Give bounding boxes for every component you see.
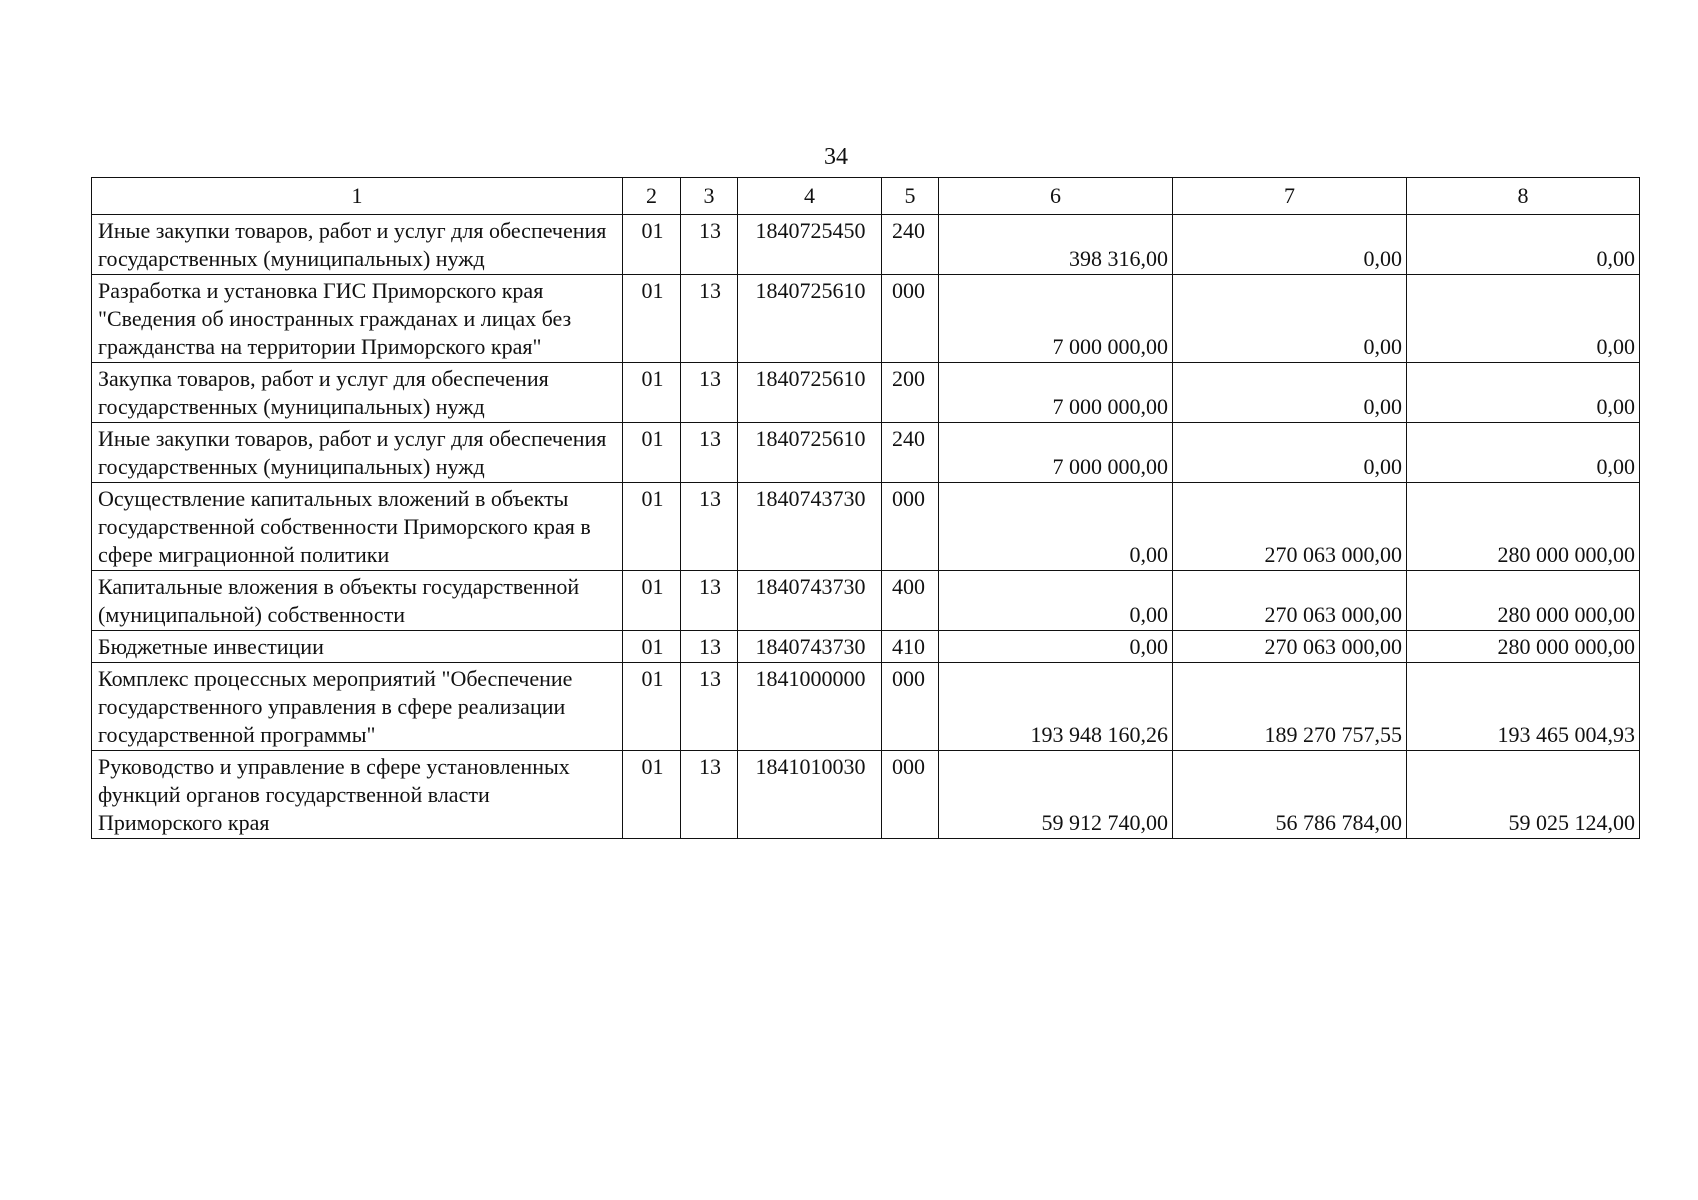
section-code-cell: 01 xyxy=(623,571,681,631)
amount-col8-cell: 0,00 xyxy=(1407,363,1640,423)
subsection-code-cell: 13 xyxy=(681,483,738,571)
amount-col7-cell: 270 063 000,00 xyxy=(1173,571,1407,631)
header-cell: 5 xyxy=(882,178,939,215)
header-cell: 3 xyxy=(681,178,738,215)
amount-col8-cell: 280 000 000,00 xyxy=(1407,483,1640,571)
table-row xyxy=(92,215,1640,275)
target-item-cell: 1840725610 xyxy=(738,423,882,483)
table-row xyxy=(92,663,1640,751)
target-item-cell: 1840743730 xyxy=(738,631,882,663)
amount-col7-cell: 0,00 xyxy=(1173,275,1407,363)
section-code-cell: 01 xyxy=(623,483,681,571)
subsection-code-cell: 13 xyxy=(681,215,738,275)
amount-col7-cell: 270 063 000,00 xyxy=(1173,631,1407,663)
amount-col8-cell: 0,00 xyxy=(1407,215,1640,275)
amount-col6-cell: 7 000 000,00 xyxy=(939,363,1173,423)
target-item-cell: 1840743730 xyxy=(738,571,882,631)
section-code-cell: 01 xyxy=(623,423,681,483)
header-cell: 2 xyxy=(623,178,681,215)
header-cell: 8 xyxy=(1407,178,1640,215)
row-name-cell: Капитальные вложения в объекты государственной (муниципальной) собственности xyxy=(92,571,623,631)
amount-col7-cell: 0,00 xyxy=(1173,423,1407,483)
header-cell: 6 xyxy=(939,178,1173,215)
expense-type-cell: 000 xyxy=(882,663,939,751)
subsection-code-cell: 13 xyxy=(681,631,738,663)
section-code-cell: 01 xyxy=(623,363,681,423)
row-name-cell: Иные закупки товаров, работ и услуг для обеспечения государственных (муниципальных) нужд xyxy=(92,215,623,275)
row-name-cell: Иные закупки товаров, работ и услуг для обеспечения государственных (муниципальных) нужд xyxy=(92,423,623,483)
amount-col8-cell: 0,00 xyxy=(1407,423,1640,483)
table-row xyxy=(92,483,1640,571)
target-item-cell: 1840725450 xyxy=(738,215,882,275)
amount-col6-cell: 7 000 000,00 xyxy=(939,423,1173,483)
table-row xyxy=(92,751,1640,839)
section-code-cell: 01 xyxy=(623,751,681,839)
amount-col8-cell: 280 000 000,00 xyxy=(1407,571,1640,631)
amount-col7-cell: 270 063 000,00 xyxy=(1173,483,1407,571)
page-number-text: 34 xyxy=(824,144,848,170)
budget-table xyxy=(91,177,1640,839)
row-name-cell: Комплекс процессных мероприятий "Обеспечение государственного управления в сфере реализации государственной программы" xyxy=(92,663,623,751)
row-name-cell: Закупка товаров, работ и услуг для обеспечения государственных (муниципальных) нужд xyxy=(92,363,623,423)
amount-col8-cell: 0,00 xyxy=(1407,275,1640,363)
section-code-cell: 01 xyxy=(623,275,681,363)
amount-col7-cell: 0,00 xyxy=(1173,363,1407,423)
target-item-cell: 1841010030 xyxy=(738,751,882,839)
table-row xyxy=(92,423,1640,483)
expense-type-cell: 000 xyxy=(882,275,939,363)
table-row xyxy=(92,363,1640,423)
amount-col6-cell: 193 948 160,26 xyxy=(939,663,1173,751)
target-item-cell: 1840743730 xyxy=(738,483,882,571)
section-code-cell: 01 xyxy=(623,663,681,751)
expense-type-cell: 240 xyxy=(882,215,939,275)
subsection-code-cell: 13 xyxy=(681,275,738,363)
row-name-cell: Руководство и управление в сфере установленных функций органов государственной власти Приморского края xyxy=(92,751,623,839)
amount-col8-cell: 59 025 124,00 xyxy=(1407,751,1640,839)
amount-col6-cell: 398 316,00 xyxy=(939,215,1173,275)
amount-col6-cell: 0,00 xyxy=(939,631,1173,663)
table-row xyxy=(92,571,1640,631)
row-name-cell: Осуществление капитальных вложений в объекты государственной собственности Приморского края в сфере миграционной политики xyxy=(92,483,623,571)
expense-type-cell: 240 xyxy=(882,423,939,483)
amount-col6-cell: 0,00 xyxy=(939,571,1173,631)
expense-type-cell: 000 xyxy=(882,751,939,839)
header-cell: 4 xyxy=(738,178,882,215)
target-item-cell: 1840725610 xyxy=(738,275,882,363)
expense-type-cell: 400 xyxy=(882,571,939,631)
section-code-cell: 01 xyxy=(623,631,681,663)
expense-type-cell: 000 xyxy=(882,483,939,571)
row-name-cell: Разработка и установка ГИС Приморского края "Сведения об иностранных гражданах и лицах без гражданства на территории Приморского края" xyxy=(92,275,623,363)
section-code-cell: 01 xyxy=(623,215,681,275)
subsection-code-cell: 13 xyxy=(681,751,738,839)
header-cell: 1 xyxy=(92,178,623,215)
expense-type-cell: 200 xyxy=(882,363,939,423)
amount-col6-cell: 7 000 000,00 xyxy=(939,275,1173,363)
header-cell: 7 xyxy=(1173,178,1407,215)
table-row xyxy=(92,631,1640,663)
table-row xyxy=(92,275,1640,363)
subsection-code-cell: 13 xyxy=(681,363,738,423)
amount-col7-cell: 0,00 xyxy=(1173,215,1407,275)
amount-col8-cell: 193 465 004,93 xyxy=(1407,663,1640,751)
page-number xyxy=(0,143,1698,171)
amount-col7-cell: 189 270 757,55 xyxy=(1173,663,1407,751)
amount-col6-cell: 0,00 xyxy=(939,483,1173,571)
amount-col7-cell: 56 786 784,00 xyxy=(1173,751,1407,839)
header-row xyxy=(92,178,1640,215)
target-item-cell: 1840725610 xyxy=(738,363,882,423)
subsection-code-cell: 13 xyxy=(681,423,738,483)
expense-type-cell: 410 xyxy=(882,631,939,663)
amount-col8-cell: 280 000 000,00 xyxy=(1407,631,1640,663)
target-item-cell: 1841000000 xyxy=(738,663,882,751)
subsection-code-cell: 13 xyxy=(681,663,738,751)
row-name-cell: Бюджетные инвестиции xyxy=(92,631,623,663)
amount-col6-cell: 59 912 740,00 xyxy=(939,751,1173,839)
subsection-code-cell: 13 xyxy=(681,571,738,631)
